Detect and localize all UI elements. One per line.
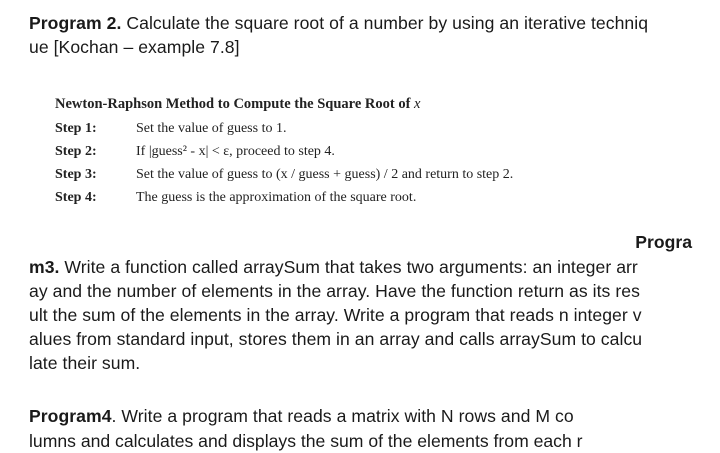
program-2-text-line2: ue [Kochan – example 7.8] xyxy=(29,37,240,57)
program-3-text-line4: alues from standard input, stores them in an array and calls arraySum to calcu xyxy=(29,329,643,349)
step-text: If |guess² - x| < ε, proceed to step 4. xyxy=(136,144,335,159)
algorithm-step-2 xyxy=(55,142,625,161)
program-3-text-line1: Write a function called arraySum that takes two arguments: an integer arr xyxy=(59,257,638,277)
program-4-label: Program4 xyxy=(29,406,112,426)
program-3-text-line3: ult the sum of the elements in the array. Write a program that reads n integer v xyxy=(29,305,642,325)
program-3-text-line5: late their sum. xyxy=(29,353,141,373)
algorithm-title-variable: x xyxy=(414,96,421,112)
algorithm-title-text: Newton-Raphson Method to Compute the Square Root of xyxy=(55,96,411,112)
algorithm-step-3 xyxy=(55,165,625,184)
program-3-paragraph xyxy=(29,255,642,375)
algorithm-title xyxy=(55,96,625,113)
step-label: Step 2: xyxy=(55,144,97,159)
step-label: Step 3: xyxy=(55,167,97,182)
program-4-paragraph xyxy=(29,404,574,428)
program-4-text-line2-cut xyxy=(29,429,687,451)
program-3-text-line2: ay and the number of elements in the array. Have the function return as its res xyxy=(29,281,640,301)
program-2-paragraph xyxy=(29,11,648,59)
program-3-label: m3. xyxy=(29,257,60,277)
program-2-text-line1: Calculate the square root of a number by using an iterative techniq xyxy=(121,13,649,33)
algorithm-step-4 xyxy=(55,188,625,207)
step-text: Set the value of guess to 1. xyxy=(136,121,287,136)
step-label: Step 1: xyxy=(55,121,97,136)
step-text: The guess is the approximation of the square root. xyxy=(136,190,417,205)
program-4-text-line1: . Write a program that reads a matrix with N rows and M co xyxy=(111,406,574,426)
program-4-text-line2: lumns and calculates and displays the sum of the elements from each r xyxy=(29,431,583,451)
program-2-label: Program 2. xyxy=(29,13,122,33)
algorithm-step-1 xyxy=(55,119,625,138)
step-label: Step 4: xyxy=(55,190,97,205)
step-text: Set the value of guess to (x / guess + guess) / 2 and return to step 2. xyxy=(136,167,514,182)
program-3-label-fragment: Progra xyxy=(635,232,692,252)
newton-raphson-algorithm-box xyxy=(55,96,625,211)
